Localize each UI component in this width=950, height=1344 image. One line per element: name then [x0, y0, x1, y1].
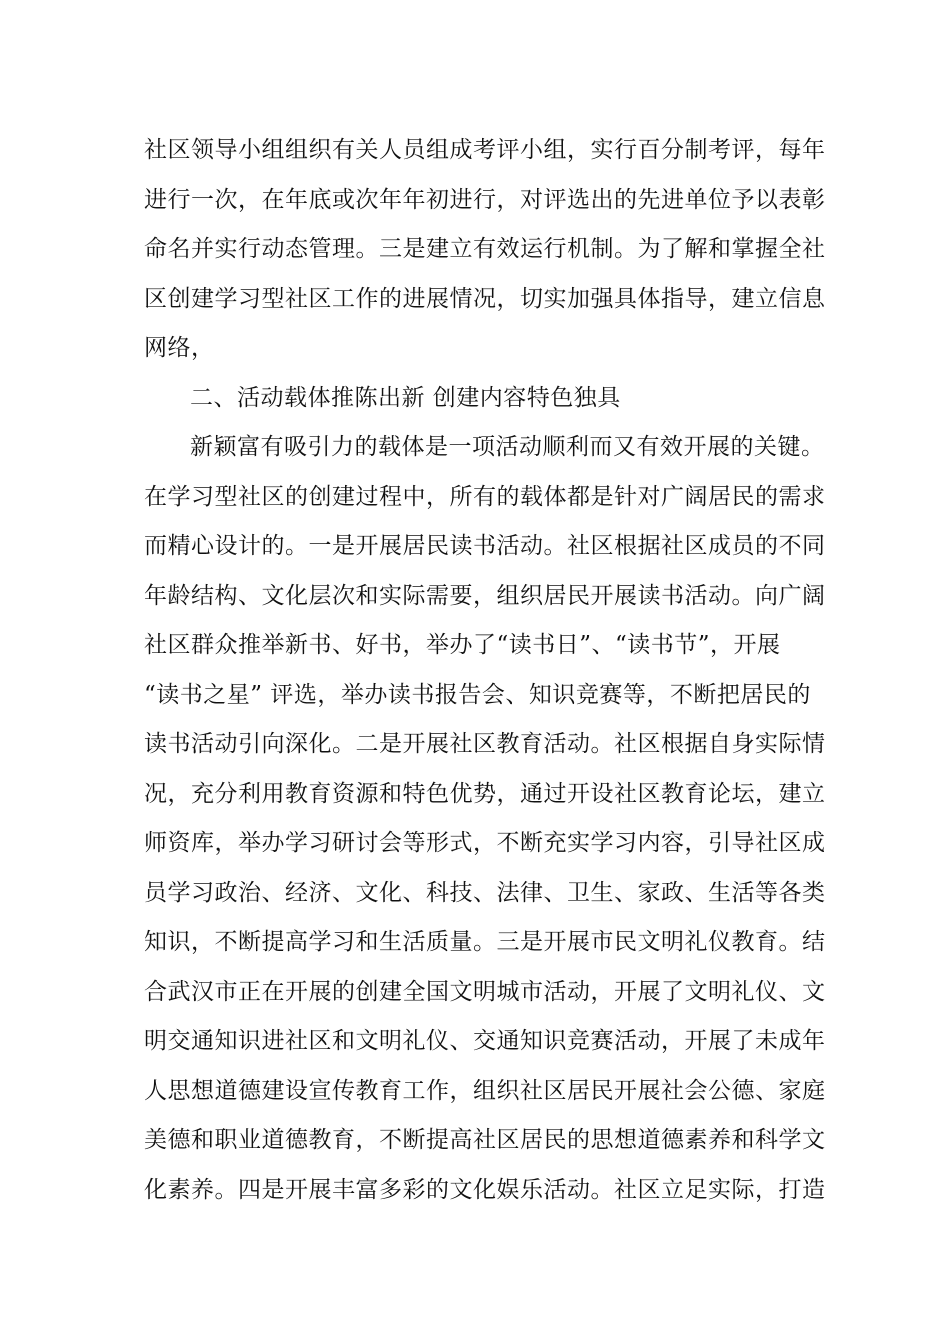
text-line: 合武汉市正在开展的创建全国文明城市活动，开展了文明礼仪、文 — [144, 979, 826, 1005]
text-line: 明交通知识进社区和文明礼仪、交通知识竞赛活动，开展了未成年 — [144, 1028, 826, 1054]
text-line: 员学习政治、经济、文化、科技、法律、卫生、家政、生活等各类 — [144, 880, 826, 906]
text-line: 进行一次，在年底或次年年初进行，对评选出的先进单位予以表彰 — [144, 187, 826, 213]
text-line: 知识，不断提高学习和生活质量。三是开展市民文明礼仪教育。结 — [144, 929, 826, 955]
text-line: 而精心设计的。一是开展居民读书活动。社区根据社区成员的不同 — [144, 533, 826, 559]
text-line: 区创建学习型社区工作的进展情况，切实加强具体指导，建立信息 — [144, 286, 826, 312]
text-line: 人思想道德建设宣传教育工作，组织社区居民开展社会公德、家庭 — [144, 1078, 826, 1104]
section-heading: 二、活动载体推陈出新 创建内容特色独具 — [190, 385, 621, 411]
text-line: 美德和职业道德教育，不断提高社区居民的思想道德素养和科学文 — [144, 1127, 826, 1153]
text-line: 年龄结构、文化层次和实际需要，组织居民开展读书活动。向广阔 — [144, 583, 826, 609]
text-line: 社区群众推举新书、好书，举办了“读书日”、“读书节”，开展 — [144, 632, 781, 658]
text-line: 况，充分利用教育资源和特色优势，通过开设社区教育论坛，建立 — [144, 781, 826, 807]
text-line: 读书活动引向深化。二是开展社区教育活动。社区根据自身实际情 — [144, 731, 826, 757]
text-line: 命名并实行动态管理。三是建立有效运行机制。为了解和掌握全社 — [144, 236, 826, 262]
text-line: 化素养。四是开展丰富多彩的文化娱乐活动。社区立足实际，打造 — [144, 1177, 826, 1203]
text-line: 师资库，举办学习研讨会等形式，不断充实学习内容，引导社区成 — [144, 830, 826, 856]
paragraph-first-line: 新颖富有吸引力的载体是一项活动顺利而又有效开展的关键。 — [190, 434, 825, 460]
text-line: 在学习型社区的创建过程中，所有的载体都是针对广阔居民的需求 — [144, 484, 826, 510]
text-line: 社区领导小组组织有关人员组成考评小组，实行百分制考评，每年 — [144, 137, 826, 163]
text-line: “读书之星” 评选，举办读书报告会、知识竞赛等，不断把居民的 — [144, 682, 811, 708]
text-line: 网络， — [144, 335, 215, 361]
